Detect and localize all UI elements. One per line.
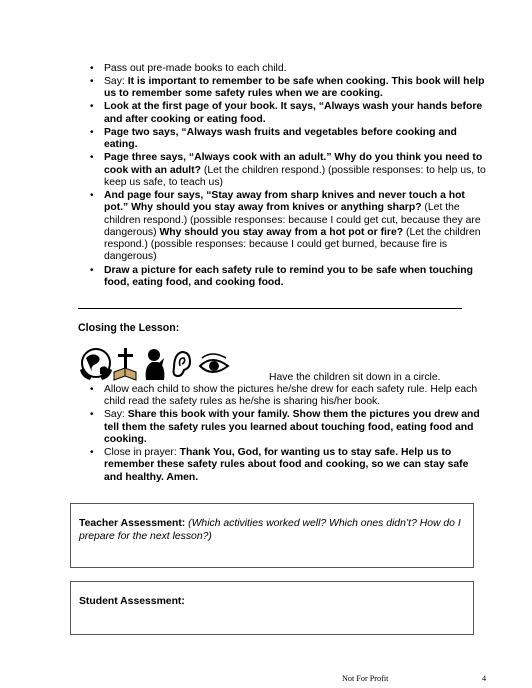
list-item-text: Why should you stay away from a hot pot or fire? xyxy=(159,226,404,238)
closing-heading: Closing the Lesson: xyxy=(78,322,180,334)
student-assessment-label: Student Assessment: xyxy=(79,596,185,607)
list-item-text: Look at the first page of your book. It says, “Always wash your hands before and after cooking or eating food. xyxy=(104,101,483,125)
list-item-text: Draw a picture for each safety rule to remind you to be safe when touching food, eating food, and cooking food. xyxy=(104,264,473,288)
teacher-assessment-question: (Which activities worked well? Which ones didn’t? How do I prepare for the next lesson?) xyxy=(79,518,461,542)
list-item xyxy=(78,152,488,189)
list-item-text: Say: xyxy=(104,76,128,88)
list-item-text: Say: xyxy=(104,409,128,421)
list-item-text: Page three says, “Always cook with an adult.” Why do you think you need to cook with an adult? xyxy=(104,152,483,176)
list-item-text: Close in prayer: xyxy=(104,447,180,459)
activity-icons xyxy=(78,346,268,382)
ear-icon xyxy=(174,352,191,376)
list-item xyxy=(78,76,488,101)
icon-line-text: Have the children sit down in a circle. xyxy=(269,372,441,383)
list-item xyxy=(78,384,488,409)
list-item-text: And page four says, “Stay away from sharp knives and never touch a hot pot.” Why should you stay away from knives or anything sharp? xyxy=(104,189,465,214)
teacher-assessment-text xyxy=(79,518,465,543)
list-item xyxy=(78,127,488,152)
page-number: 4 xyxy=(482,674,487,683)
globe-hands-icon xyxy=(80,349,112,380)
list-item-text: Thank You, God, for wanting us to stay safe. Help us to remember these safety rules about food and cooking, so we can stay safe and healthy. Amen. xyxy=(104,447,469,483)
list-item xyxy=(78,101,488,126)
list-item xyxy=(78,190,488,264)
teacher-assessment-label: Teacher Assessment: xyxy=(79,518,186,529)
list-item-text: Pass out pre-made books to each child. xyxy=(104,63,287,74)
list-item xyxy=(78,409,488,446)
closing-steps-list xyxy=(78,384,488,485)
list-item xyxy=(78,265,488,290)
list-item-text: (Let the children respond.) (possible responses: to help us, to keep us safe, to teach us) xyxy=(104,164,486,188)
list-item-text: Page two says, “Always wash fruits and vegetables before cooking and eating. xyxy=(104,126,457,151)
lesson-steps-list xyxy=(78,63,488,290)
list-item-text: Allow each child to show the pictures he/she drew for each safety rule. Help each child read the safety rules as he/she is sharing his/her book. xyxy=(104,384,478,408)
list-item-text: Share this book with your family. Show them the pictures you drew and tell them the safety rules you learned about touching food, eating food and cooking. xyxy=(104,409,480,445)
list-item xyxy=(78,63,488,75)
section-divider xyxy=(78,308,462,309)
footer-text: Not For Profit xyxy=(342,674,389,683)
list-item-text: (Let the children respond.) (possible responses: because I could get burned, because fire is dangerous) xyxy=(104,226,481,263)
praying-child-icon xyxy=(146,349,165,380)
list-item xyxy=(78,447,488,484)
list-item-text: (Let the children respond.) (possible responses: because I could get cut, because they are dangerous) xyxy=(104,202,481,238)
eye-icon xyxy=(200,354,228,372)
list-item-text: It is important to remember to be safe when cooking. This book will help us to remember some safety rules when we are cooking. xyxy=(104,76,485,100)
cross-book-icon xyxy=(114,348,136,380)
teacher-assessment-box xyxy=(70,503,474,568)
student-assessment-text xyxy=(79,596,465,609)
student-assessment-box xyxy=(70,581,474,635)
